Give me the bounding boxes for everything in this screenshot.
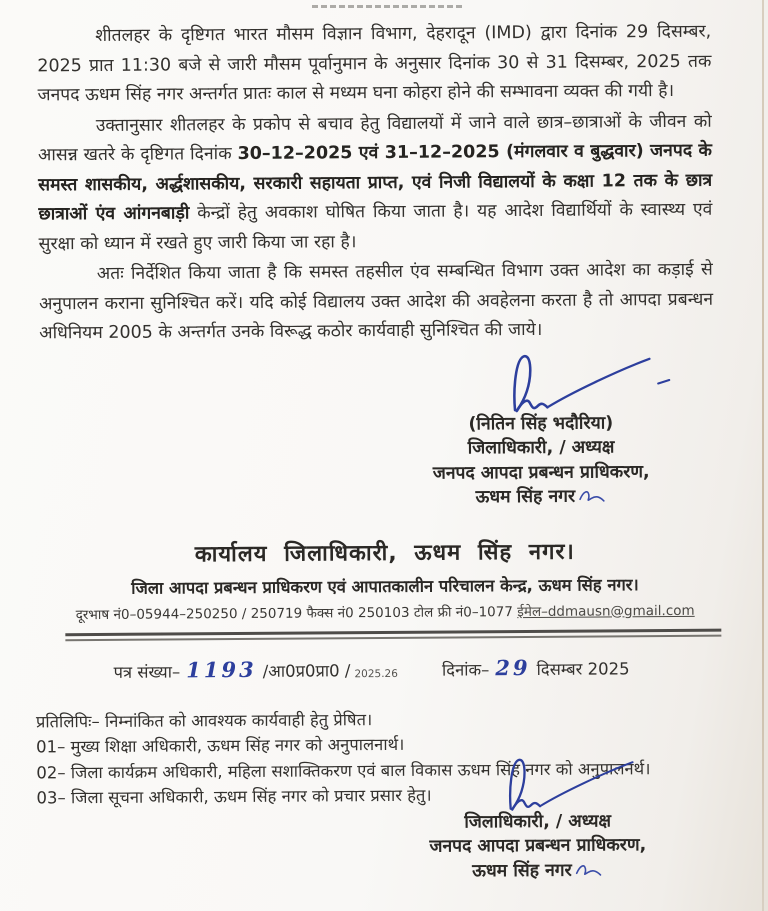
date-group bbox=[442, 654, 630, 680]
signatory2-title: जिलाधिकारी, / अध्यक्ष bbox=[464, 810, 612, 832]
signatory-place bbox=[476, 484, 608, 509]
copy-to-heading: प्रतिलिपिः– निम्नांकित को आवश्यक कार्यवाही हेतु प्रेषित। bbox=[35, 709, 373, 731]
letter-number-label: पत्र संख्या– bbox=[113, 661, 181, 682]
signature-block-1 bbox=[365, 350, 716, 510]
office-email[interactable]: ईमेल–ddmausn@gmail.com bbox=[517, 602, 695, 620]
office-subtitle: जिला आपदा प्रबन्धन प्राधिकरण एवं आपातकालीन परिचालन केन्द्र, ऊधम सिंह नगर। bbox=[131, 574, 639, 598]
copy-item-2: 02– जिला कार्यक्रम अधिकारी, महिला सशाक्तिकरण एवं बाल विकास ऊधम सिंह नगर को अनुपालनर्थ। bbox=[36, 758, 651, 782]
reference-line bbox=[1, 653, 768, 683]
paragraph-holiday-order: उक्तानुसार शीतलहर के प्रकोप से बचाव हेतु विद्यालयों में जाने वाले छात्र–छात्राओं के जीवन को आसन्न खतरे के दृष्टिगत दिनांक 30–12–2025 एवं 31–12–2025 (मंगलवार व बुद्धवार) जनपद के समस्त शासकीय, अर्द्धशासकीय, सरकारी सहायता प्राप्त, एवं निजी विद्यालयों के कक्षा 12 तक के छात्र छात्राओं एंव आंगनबाड़ी केन्द्रों हेतु अवकाश घोषित किया जाता है। यह आदेश विद्यार्थियों के स्वास्थ्य एवं सुरक्षा को ध्यान में रखते हुए जारी किया जा रहा है। bbox=[37, 111, 713, 254]
letter-number-year: 2025.26 bbox=[354, 667, 398, 680]
date-day-handwritten: 29 bbox=[495, 654, 531, 680]
date-month-year: दिसम्बर 2025 bbox=[536, 658, 630, 679]
paragraph-compliance-directive: अतः निर्देशित किया जाता है कि समस्त तहसील एंव सम्बन्धित विभाग उक्त आदेश का कड़ाई से अनुपालन कराना सुनिश्चित करें। यदि कोई विद्यालय उक्त आदेश की अवहेलना करता है तो आपदा प्रबन्धन अधिनियम 2005 के अन्तर्गत उनके विरूद्ध कठोर कार्यवाही सुनिश्चित की जाये। bbox=[38, 259, 714, 344]
signatory-organization: जनपद आपदा प्रबन्धन प्राधिकरण, bbox=[432, 461, 650, 484]
initials-scribble-2-icon bbox=[574, 861, 604, 879]
office-contact-line bbox=[1, 600, 768, 623]
copy-item-1: 01– मुख्य शिक्षा अधिकारी, ऊधम सिंह नगर को अनुपालनार्थ। bbox=[36, 734, 405, 757]
signature-ink-mark bbox=[485, 350, 680, 415]
signatory-name: (नितिन सिंह भदौरिया) bbox=[468, 412, 614, 434]
paragraph-weather-forecast: शीतलहर के दृष्टिगत भारत मौसम विज्ञान विभाग, देहरादून (IMD) द्वारा दिनांक 29 दिसम्बर, 2025 प्रात 11:30 बजे से जारी मौसम पूर्वानुमान के अनुसार दिनांक 30 से 31 दिसम्बर, 2025 तक जनपद ऊधम सिंह नगर अन्तर्गत प्रातः काल से मध्यम घना कोहरा होने की सम्भावना व्यक्त की गयी है। bbox=[37, 21, 712, 106]
letter-body bbox=[0, 0, 767, 349]
letter-number-suffix: /आ0प्र0प्रा0 / bbox=[262, 660, 351, 681]
signatory2-place bbox=[472, 858, 604, 883]
office-letterhead bbox=[1, 534, 768, 623]
copy-item-3: 03– जिला सूचना अधिकारी, ऊधम सिंह नगर को प्रचार प्रसार हेतु। bbox=[36, 785, 432, 808]
letter-number-handwritten: 1193 bbox=[186, 656, 257, 682]
signatory2-organization: जनपद आपदा प्रबन्धन प्राधिकरण, bbox=[429, 835, 647, 857]
office-title: कार्यालय जिलाधिकारी, ऊधम सिंह नगर। bbox=[194, 539, 575, 567]
signatory-place-text: ऊधम सिंह नगर bbox=[475, 486, 576, 508]
initials-scribble-icon bbox=[577, 488, 607, 506]
date-label: दिनांक– bbox=[441, 659, 490, 680]
letterhead-divider-rule bbox=[65, 628, 721, 641]
office-phone-fax: दूरभाष नं0–05944–250250 / 250719 फैक्स नं0 250103 टोल फ्री नं0–1077 bbox=[75, 603, 518, 623]
signatory-title: जिलाधिकारी, / अध्यक्ष bbox=[467, 437, 615, 459]
signatory2-place-text: ऊधम सिंह नगर bbox=[472, 860, 572, 881]
